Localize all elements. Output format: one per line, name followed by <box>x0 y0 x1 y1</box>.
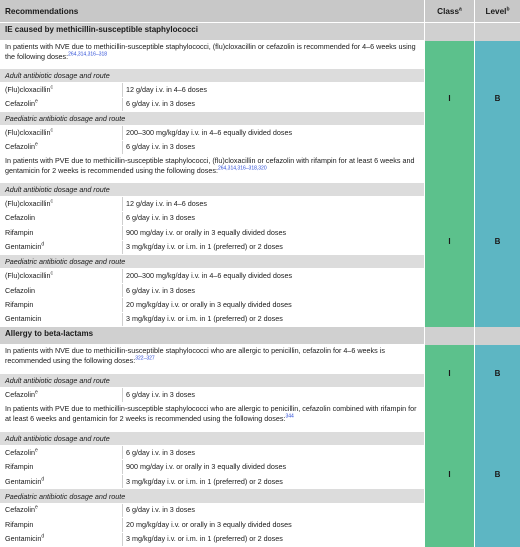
drug-name: Cefazolin <box>5 285 35 295</box>
drug-row <box>0 284 424 298</box>
level-value: B <box>494 470 501 480</box>
drug-name: Cefazolin$^e$ <box>5 98 38 109</box>
drug-dose: 6 g/day i.v. in 3 doses <box>122 212 424 225</box>
drug-row <box>0 269 424 283</box>
nve-reference: 264,314,316–318 <box>68 51 108 58</box>
drug-name: Cefazolin <box>5 213 35 223</box>
drug-name: Cefazolin$^e$ <box>5 505 38 515</box>
drug-row <box>0 226 424 240</box>
level-value: B <box>494 369 501 379</box>
header-class-sup: a <box>459 6 462 13</box>
nve-reference: 322–327 <box>135 355 155 362</box>
header-level <box>474 0 520 23</box>
header-level-sup: b <box>506 6 510 13</box>
header-recommendations <box>0 0 424 23</box>
drug-dose: 200–300 mg/kg/day i.v. in 4–6 equally divided doses <box>122 269 424 282</box>
drug-name: Cefazolin$^e$ <box>5 447 38 457</box>
drug-row <box>0 298 424 312</box>
paediatric-category <box>0 489 424 503</box>
drug-name: (Flu)cloxacillin$^c$ <box>5 198 54 208</box>
drug-name: (Flu)cloxacillin$^c$ <box>5 84 54 94</box>
nve-recommendation <box>0 345 424 374</box>
section-2-title: Allergy to beta-lactams <box>5 329 94 339</box>
class-value: I <box>448 236 451 246</box>
adult-category <box>0 432 424 446</box>
drug-row <box>0 388 424 402</box>
drug-row <box>0 241 424 255</box>
class-value: I <box>448 369 451 379</box>
drug-name: (Flu)cloxacillin$^c$ <box>5 127 54 138</box>
drug-name: Gentamicin <box>5 314 42 324</box>
drug-dose: 12 g/day i.v. in 4–6 doses <box>122 83 424 96</box>
drug-name: Gentamicin$^d$ <box>5 533 45 544</box>
class-value: I <box>448 470 451 480</box>
drug-dose: 6 g/day i.v. in 3 doses <box>122 446 424 459</box>
level-badge <box>474 345 520 403</box>
pve-reference: 344 <box>285 413 294 420</box>
drug-dose: 6 g/day i.v. in 3 doses <box>122 388 424 401</box>
pve-recommendation <box>0 155 424 183</box>
adult-category-label: Adult antibiotic dosage and route <box>5 376 110 386</box>
drug-dose: 3 mg/kg/day i.v. or i.m. in 1 (preferred) or 2 doses <box>122 313 424 326</box>
drug-dose: 900 mg/day i.v. or orally in 3 equally divided doses <box>122 460 424 473</box>
section-1-title: IE caused by methicillin-susceptible staphylococci <box>5 25 198 34</box>
level-badge <box>474 403 520 547</box>
pve-text: In patients with PVE due to methicillin-susceptible staphylococci, (flu)cloxacillin or cefazolin with rifampin for at least 6 weeks and gentamicin for 2 weeks is recommended using the following doses: <box>5 156 415 176</box>
section-title-mssa <box>0 23 424 41</box>
drug-dose: 3 mg/kg/day i.v. or i.m. in 1 (preferred) or 2 doses <box>122 475 424 488</box>
header-class-label: Class <box>437 7 460 16</box>
pve-recommendation <box>0 403 424 432</box>
adult-category <box>0 183 424 197</box>
drug-row <box>0 446 424 460</box>
drug-name: (Flu)cloxacillin$^c$ <box>5 270 54 281</box>
level-badge <box>474 155 520 327</box>
drug-row <box>0 126 424 140</box>
level-value: B <box>494 93 501 103</box>
drug-row <box>0 83 424 97</box>
drug-dose: 3 mg/kg/day i.v. or i.m. in 1 (preferred) or 2 doses <box>122 241 424 254</box>
paed-category-label: Paediatric antibiotic dosage and route <box>5 114 126 124</box>
section-title-allergy <box>0 327 424 345</box>
drug-row <box>0 518 424 532</box>
drug-row <box>0 212 424 226</box>
paed-category-label: Paediatric antibiotic dosage and route <box>5 491 126 501</box>
class-badge <box>424 345 474 403</box>
section-1-class-blank <box>424 23 474 41</box>
class-badge <box>424 41 474 155</box>
drug-row <box>0 141 424 155</box>
paed-category-label: Paediatric antibiotic dosage and route <box>5 257 126 267</box>
header-rec-label: Recommendations <box>5 7 79 16</box>
pve-text: In patients with PVE due to methicillin-susceptible staphylococci who are allergic to penicillin, cefazolin combined with rifampin for at least 6 weeks and gentamicin for 2 weeks is recommended using the following doses: <box>5 403 417 423</box>
level-value: B <box>494 236 501 246</box>
nve-text: In patients with NVE due to methicillin-susceptible staphylococci who are allergic to penicillin, cefazolin for 4–6 weeks is recommended using the following doses: <box>5 346 385 366</box>
drug-name: Rifampin <box>5 462 34 472</box>
header-level-label: Level <box>485 7 507 16</box>
drug-name: Rifampin <box>5 227 34 237</box>
drug-dose: 6 g/day i.v. in 3 doses <box>122 141 424 154</box>
adult-category-label: Adult antibiotic dosage and route <box>5 433 110 443</box>
section-2-level-blank <box>474 327 520 345</box>
header-class <box>424 0 474 23</box>
drug-row <box>0 460 424 474</box>
class-value: I <box>448 93 451 103</box>
adult-category <box>0 69 424 83</box>
drug-dose: 200–300 mg/kg/day i.v. in 4–6 equally divided doses <box>122 126 424 139</box>
adult-category-label: Adult antibiotic dosage and route <box>5 185 110 195</box>
pve-reference: 264,314,316–318,320 <box>217 165 267 172</box>
drug-dose: 12 g/day i.v. in 4–6 doses <box>122 197 424 210</box>
paediatric-category <box>0 112 424 126</box>
nve-text: In patients with NVE due to methicillin-susceptible staphylococci, (flu)cloxacillin or cefazolin is recommended for 4–6 weeks using the following doses: <box>5 42 416 62</box>
level-badge <box>474 41 520 155</box>
drug-dose: 6 g/day i.v. in 3 doses <box>122 284 424 297</box>
drug-dose: 20 mg/kg/day i.v. or orally in 3 equally divided doses <box>122 518 424 531</box>
drug-name: Rifampin <box>5 299 34 309</box>
section-2-class-blank <box>424 327 474 345</box>
drug-row <box>0 475 424 489</box>
class-badge <box>424 155 474 327</box>
drug-dose: 6 g/day i.v. in 3 doses <box>122 504 424 517</box>
drug-row <box>0 533 424 547</box>
drug-name: Cefazolin$^e$ <box>5 142 38 152</box>
class-badge <box>424 403 474 547</box>
drug-name: Cefazolin$^e$ <box>5 389 38 400</box>
drug-dose: 20 mg/kg/day i.v. or orally in 3 equally divided doses <box>122 298 424 311</box>
drug-name: Gentamicin$^d$ <box>5 476 45 486</box>
paediatric-category <box>0 255 424 269</box>
drug-dose: 900 mg/day i.v. or orally in 3 equally divided doses <box>122 226 424 239</box>
adult-category <box>0 374 424 388</box>
drug-name: Gentamicin$^d$ <box>5 241 45 252</box>
drug-dose: 3 mg/kg/day i.v. or i.m. in 1 (preferred) or 2 doses <box>122 533 424 546</box>
drug-row <box>0 313 424 327</box>
drug-row <box>0 197 424 211</box>
drug-row <box>0 504 424 518</box>
drug-dose: 6 g/day i.v. in 3 doses <box>122 98 424 111</box>
nve-recommendation <box>0 41 424 69</box>
drug-name: Rifampin <box>5 519 34 529</box>
adult-category-label: Adult antibiotic dosage and route <box>5 70 110 80</box>
drug-row <box>0 98 424 112</box>
section-1-level-blank <box>474 23 520 41</box>
